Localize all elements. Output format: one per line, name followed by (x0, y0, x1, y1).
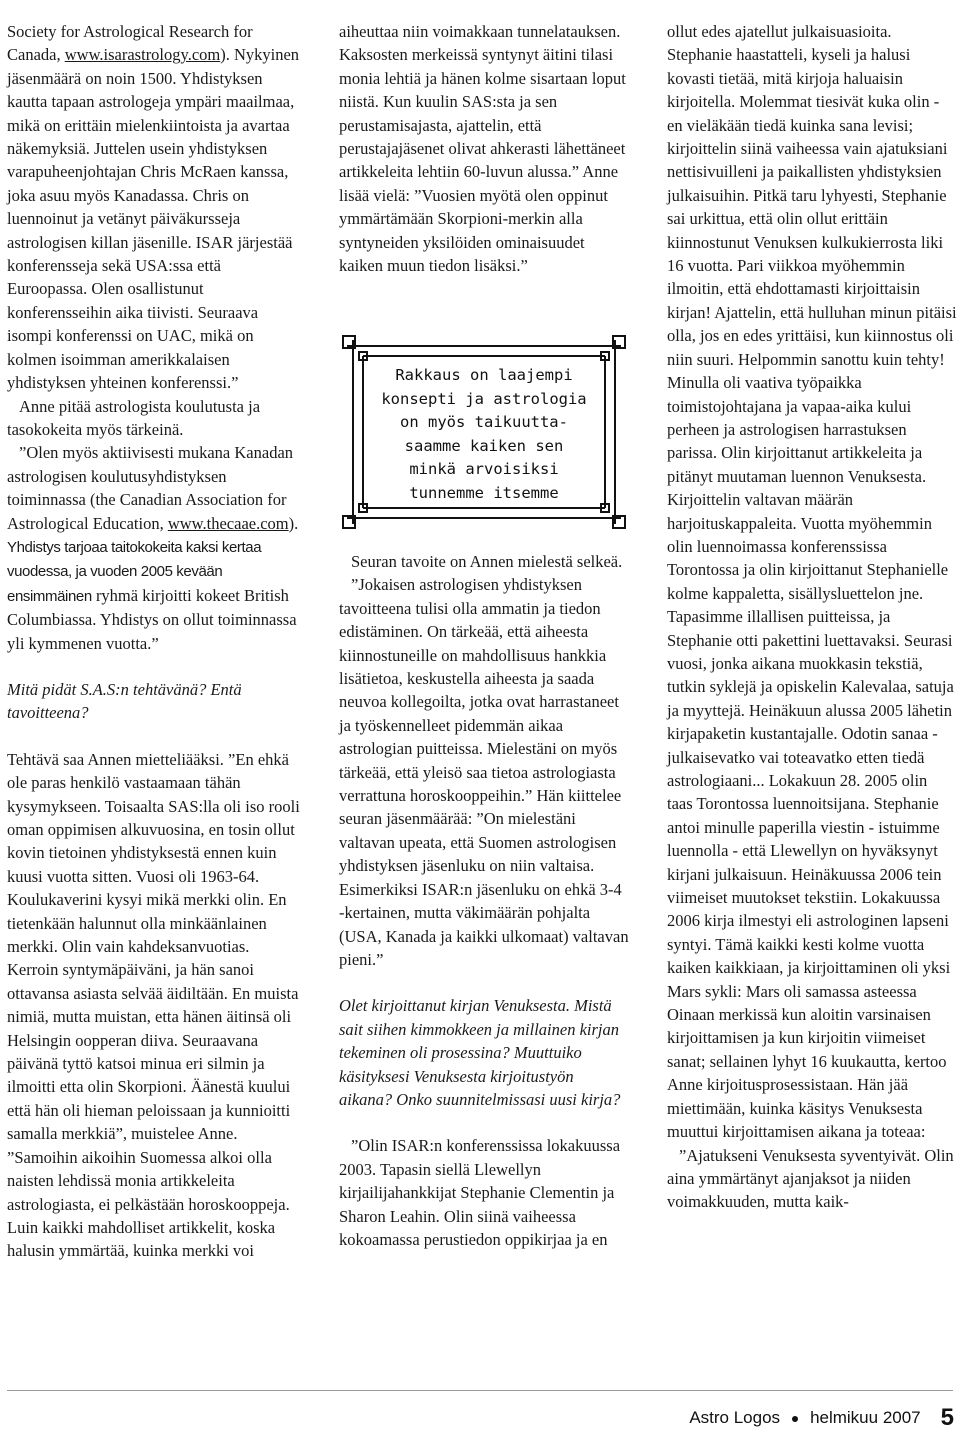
text-run: ryhmä kirjoitti kokeet British Columbiassa. Yhdistys on ollut toiminnassa yli kymmenen vuotta.” (7, 585, 297, 653)
issue-date: helmikuu 2007 (810, 1408, 921, 1427)
publication-name: Astro Logos (689, 1408, 781, 1427)
footer-divider (7, 1390, 953, 1391)
column-3 (667, 20, 957, 1214)
paragraph (7, 20, 303, 395)
text-run: ). (288, 513, 299, 533)
caae-link[interactable]: www.thecaae.com (167, 513, 289, 533)
paragraph: aiheuttaa niin voimakkaan tunnelatauksen. Kaksosten merkeissä syntynyt äitini tilasi monia lehtiä ja hänen kolme sisartaan loput niistä. Kun kuulin SAS:sta ja sen perustamisajasta, ajattelin, että perustajajäsenet olivat ahkerasti lähettäneet artikkeleita lehtiin 60-luvun alussa.” Anne lisää vielä: ”Vuosien myötä olen oppinut ymmärtämään Skorpioni-merkin alla syntyneiden yksilöiden ominaisuudet kaiken muun tiedon lisäksi.” (339, 22, 626, 276)
paragraph: ”Olin ISAR:n konferenssissa lokakuussa 2003. Tapasin siellä Llewellyn kirjailijahankkijat Stephanie Clementin ja Sharon Leahin. Olin siinä vaiheessa kokoamassa perustiedon oppikirjaa ja en (339, 1136, 621, 1249)
paragraph: Anne pitää astrologista koulutusta ja tasokokeita myös tärkeinä. (7, 396, 261, 439)
paragraph: Seuran tavoite on Annen mielestä selkeä. (351, 552, 623, 571)
pull-quote-text: Rakkaus on laajempi konsepti ja astrologia on myös taikuutta-saamme kaiken sen minkä arvoisiksi tunnemme itsemme (381, 366, 587, 502)
paragraph: ”Ajatukseni Venuksesta syventyivät. Olin aina ymmärtänyt ajanjaksot ja niiden voimakkuuden, mutta kaik- (667, 1145, 954, 1212)
paragraph (7, 441, 303, 655)
page-number: 5 (940, 1404, 954, 1431)
column-2-continued (339, 550, 629, 1251)
paragraph: Tehtävä saa Annen mietteliääksi. ”En ehkä ole paras henkilö vastaamaan tähän kysymykseen. Toisaalta SAS:lla oli iso rooli oman oppimisen alkuvuosina, en tosin ollut kovin tietoinen yhdistyksestä ennen kuin kuusi vuotta sitten. Vuosi oli 1963-64. Koulukaverini kysyi mikä merkki olin. En tietenkään halunnut olla minkäänlainen merkki. Olin vain kahdeksanvuotias. Kerroin syntymäpäiväni, ja hän sanoi ottavansa asiasta selvää äidiltään. En muista nimiä, mutta muistan, etta hänen äitinsä oli Helsingin oopperan diiva. Seuraavana päivänä tyttö katsoi minua eri silmin ja ilmoitti etta olin Skorpioni. Äänestä kuului että hän oli hieman peloissaan ja kunnioitti samalla merkkiä”, muistelee Anne. ”Samoihin aikoihin Suomessa alkoi olla naisten lehdissä monia artikkeleita astrologiasta, ei pelkästään horoskooppeja. Luin kaikki mahdolliset artikkelit, koska halusin ymmärtää, kuinka merkki voi (7, 749, 300, 1261)
isar-link[interactable]: www.isarastrology.com (64, 45, 221, 65)
page-footer (689, 1404, 954, 1432)
text-run: ”Olen myös aktiivisesti mukana Kanadan astrologisen koulutusyhdistyksen toiminnassa (the Canadian Association for Astrological Education, (7, 443, 294, 533)
bullet-icon (792, 1416, 798, 1422)
column-1 (7, 20, 303, 1263)
interview-question: Olet kirjoittanut kirjan Venuksesta. Mistä sait siihen kimmokkeen ja millainen kirjan tekeminen oli prosessina? Muuttuiko käsityksesi Venuksesta kirjoitustyön aikana? Onko suunnitelmissasi uusi kirja? (339, 996, 621, 1109)
paragraph: ”Jokaisen astrologisen yhdistyksen tavoitteena tulisi olla ammatin ja tiedon edistäminen. On tärkeää, että aiheesta kiinnostuneille on mahdollisuus hankkia lisätietoa, keskustella aiheesta ja saada neuvoa kollegoilta, jotka ovat harrastaneet ja työskennelleet pidemmän aikaa astrologian puitteissa. Mielestäni on myös tärkeää, että yleisö saa tietoa astrologiasta verrattuna horoskooppeihin.” Hän kiittelee seuran jäsenmäärää: ”On mielestäni valtavan upeata, että Suomen astrologisen yhdistyksen jäsenluku on niin valtaisa. Esimerkiksi ISAR:n jäsenluku on ehkä 3-4 -kertainen, mutta väkimäärän pohjalta (USA, Kanada ja kaikki ulkomaat) valtavan pieni.” (339, 575, 629, 969)
text-run: Yhdistys tarjoaa taitokokeita kaksi kertaa vuodessa, ja vuoden 2005 kevään ensimmäinen (7, 538, 262, 605)
text-run: ). Nykyinen jäsenmäärä on noin 1500. Yhdistyksen kautta tapaan astrologeja ympäri maailmaa, mikä on erittäin mielenkiintoista ja avartaa näkemyksiä. Juttelen usein yhdistyksen varapuheenjohtajan Chris McRaen kanssa, joka asuu myös Kanadassa. Chris on luennoinut ja vetänyt päiväkursseja astrologisen killan jäsenille. ISAR järjestää konferensseja sekä USA:ssa että Euroopassa. Olen osallistunut konferensseihin aika tiivisti. Seuraava isompi konferenssi on UAC, mikä on kolmen isoimman amerikkalaisen yhdistyksen yhteinen konferenssi.” (7, 45, 300, 393)
text-run: Society for Astrological Research for Canada, (7, 22, 253, 65)
interview-question: Mitä pidät S.A.S:n tehtävänä? Entä tavoitteena? (7, 679, 242, 723)
pull-quote (339, 332, 629, 532)
paragraph: ollut edes ajatellut julkaisuasioita. Stephanie haastatteli, kyseli ja halusi kovasti tietää, mitä kirjoja haluaisin kirjoitella. Molemmat tiesivät kuka olin - en vieläkään tiedä kuinka sana levisi; kirjoittelin siinä vaiheessa vain ajatuksiani nettisivuilleni ja paikallisten yhdistyksien julkaisuihin. Pitkä taru lyhyesti, Stephanie sai urkittua, että olin ollut erittäin kiinnostunut Venuksen kulkukierrosta liki 16 vuotta. Pari viikkoa myöhemmin ilmoitin, että ehdottamasti kirjoittaisin kirjan! Ajattelin, että hulluhan minun pitäisi olla, jos en edes yrittäisi, kun kiinnostus oli niin suuri. Helpommin sanottu kuin tehty! Minulla oli vaativa työpaikka toimistojohtajana ja vapaa-aika kului perheen ja astrologisen harrastuksen parissa. Olin kirjoittanut artikkeleita ja pitänyt muutaman luennon Venuksesta. Kirjoittelin valtavan määrän harjoituskappaleita. Vuotta myöhemmin olin luennoimassa konferenssissa Torontossa ja olin kirjoittanut Stephanielle kolme kappaletta, sisällysluettelon jne. Tapasimme illallisen puitteissa, ja Stephanie otti pakettini luettavaksi. Seurasi vuosi, jonka aikana muokkasin tekstiä, tutkin syklejä ja opiskelin Kalevalaa, satuja ja myyttejä. Heinäkuun alussa 2005 lähetin kirjapaketin kustantajalle. Odotin sanaa - julkaisevatko vai toteavatko etten tiedä astrologiaani... Lokakuun 28. 2005 olin taas Torontossa luennoitsijana. Stephanie antoi minulle paperilla viestin - istuimme luennolla - että Llewellyn on hyväksynyt kirjani julkaisuun. Heinäkuussa 2006 tein viimeiset muutokset tekstiin. Lokakuussa 2006 kirja ilmestyi eli astrologinen lapseni syntyi. Tämä kaikki kesti kolme vuotta kaiken kaikkiaan, ja kirjoittaminen oli yksi Mars sykli: Mars oli samassa asteessa Oinaan merkissä kun aloitin varsinaisen kirjoittamisen ja kun kirjoitin viimeiset sanat; sellainen lyhyt 16 kuukautta, kertoo Anne kirjoitusprosessistaan. Hän jää miettimään, kuinka käsitys Venuksesta muuttui kirjoittamisen aikana ja toteaa: (667, 22, 957, 1142)
column-2 (339, 20, 629, 277)
